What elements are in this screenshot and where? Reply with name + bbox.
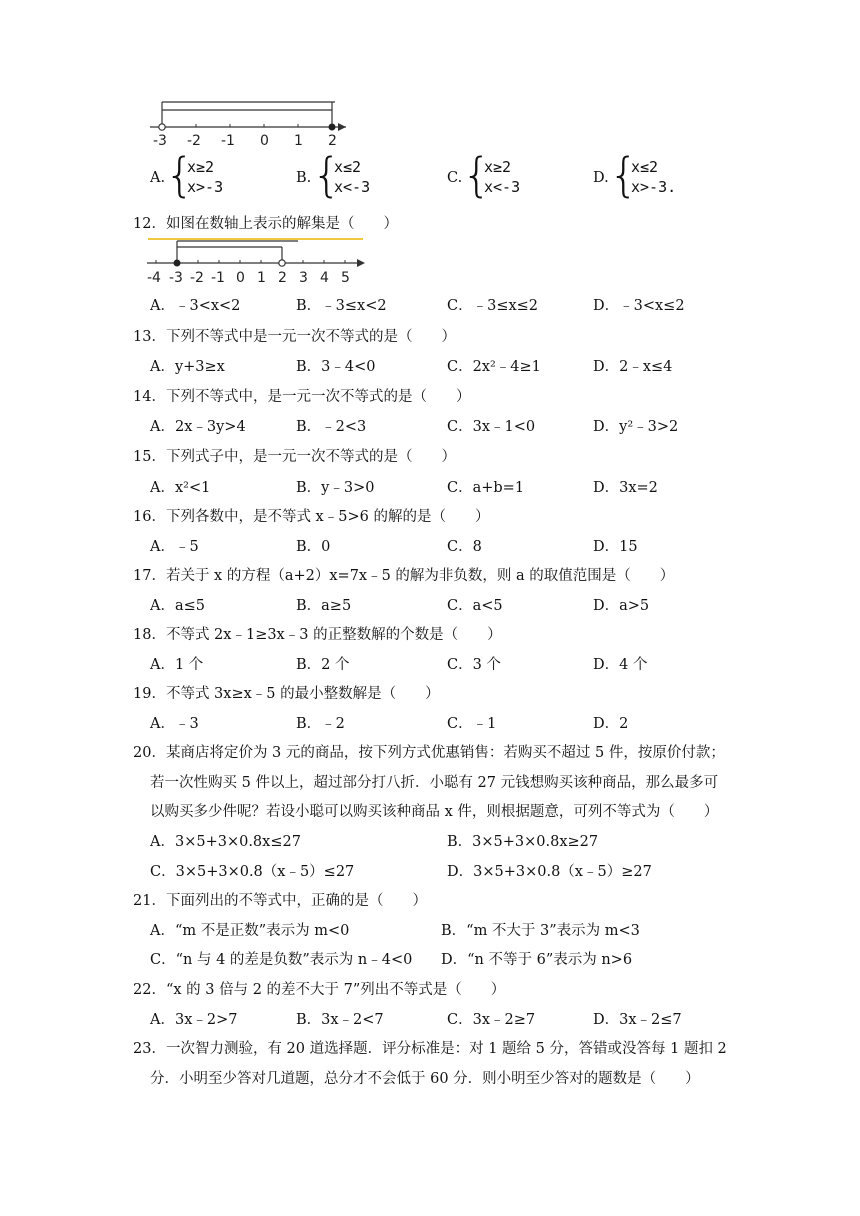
q18-option-c: C．3 个 [447,657,501,673]
q11-option-c-line1: x≥2 [484,158,512,176]
q22-option-b: B．3x﹣2<7 [296,1012,384,1028]
q19-option-d: D．2 [593,716,629,732]
q11-option-c-line2: x<-3 [484,178,521,196]
q11-axis-label: 2 [328,133,337,149]
q16-option-b: B．0 [296,539,331,555]
q11-option-d-letter: D. [593,170,609,186]
left-brace-icon: { [462,148,492,202]
q11-axis-label: -1 [221,133,235,149]
q11-number-line [150,100,360,150]
q12-axis-label: 4 [320,270,329,286]
q17-option-c: C．a<5 [447,598,503,614]
q18-option-b: B．2 个 [296,657,350,673]
q17-option-a: A．a≤5 [150,598,205,614]
q21-option-a: A．“m 不是正数”表示为 m<0 [150,923,350,939]
q21-option-b: B．“m 不大于 3”表示为 m<3 [441,923,640,939]
q12-option-b: B．﹣3≤x<2 [296,298,387,314]
q14-option-b: B．﹣2<3 [296,419,367,435]
q19-option-c: C．﹣1 [447,716,497,732]
q13-option-a: A．y+3≥x [150,359,225,375]
q19-option-a: A．﹣3 [150,716,199,732]
q20-option-c: C．3×5+3×0.8（x﹣5）≤27 [150,864,355,880]
q12-option-a: A．﹣3<x<2 [150,298,241,314]
q12-option-c: C．﹣3≤x≤2 [447,298,539,314]
q16-option-d: D．15 [593,539,638,555]
q18-option-a: A．1 个 [150,657,204,673]
q23-text-line1: 23．一次智力测验，有 20 道选择题．评分标准是：对 1 题给 5 分，答错或没答每 1 题扣 2 [133,1041,727,1057]
q11-option-c-system [484,157,520,197]
q11-option-d-line1: x≤2 [631,158,659,176]
q14-option-c: C．3x﹣1<0 [447,419,536,435]
q19-text: 19．不等式 3x≥x﹣5 的最小整数解是（ ） [133,686,440,702]
q11-option-b-line1: x≤2 [334,158,362,176]
q18-text: 18．不等式 2x﹣1≥3x﹣3 的正整数解的个数是（ ） [133,627,502,643]
q15-text: 15．下列式子中，是一元一次不等式的是（ ） [133,449,456,465]
q12-axis-label: 1 [257,270,266,286]
q14-option-a: A．2x﹣3y>4 [150,419,246,435]
q11-axis-label: 0 [260,133,269,149]
q12-axis-label: -4 [147,270,161,286]
q12-axis-label: 2 [278,270,287,286]
q20-option-d: D．3×5+3×0.8（x﹣5）≥27 [447,864,652,880]
q12-axis-label: 0 [236,270,245,286]
q11-option-a-line2: x>-3 [187,178,224,196]
q22-text: 22．“x 的 3 倍与 2 的差不大于 7”列出不等式是（ ） [133,982,506,998]
q15-option-c: C．a+b=1 [447,480,525,496]
q13-text: 13．下列不等式中是一元一次不等式的是（ ） [133,329,456,345]
q15-option-b: B．y﹣3>0 [296,480,375,496]
q12-number-line [145,236,370,286]
q12-axis-label: -3 [169,270,183,286]
q11-option-b-system [334,157,370,197]
q11-option-a-system [187,157,223,197]
q17-option-b: B．a≥5 [296,598,352,614]
q15-option-d: D．3x=2 [593,480,658,496]
q13-option-c: C．2x²﹣4≥1 [447,359,541,375]
q22-option-c: C．3x﹣2≥7 [447,1012,536,1028]
q12-axis-label: 3 [299,270,308,286]
q11-option-d-system [631,157,676,197]
q13-option-d: D．2﹣x≤4 [593,359,673,375]
q14-option-d: D．y²﹣3>2 [593,419,679,435]
q12-option-d: D．﹣3<x≤2 [593,298,685,314]
q11-axis-label: -3 [153,133,167,149]
q23-text-line2: 分．小明至少答对几道题，总分才不会低于 60 分．则小明至少答对的题数是（ ） [150,1071,700,1087]
left-brace-icon: { [609,148,639,202]
q22-option-d: D．3x﹣2≤7 [593,1012,682,1028]
left-brace-icon: { [165,148,195,202]
q20-option-a: A．3×5+3×0.8x≤27 [150,834,301,850]
q20-option-b: B．3×5+3×0.8x≥27 [447,834,599,850]
q17-text: 17．若关于 x 的方程（a+2）x=7x﹣5 的解为非负数，则 a 的取值范围是（ ） [133,568,675,584]
q18-option-d: D．4 个 [593,657,648,673]
q12-text: 12．如图在数轴上表示的解集是（ ） [133,216,398,232]
q20-text-line1: 20．某商店将定价为 3 元的商品，按下列方式优惠销售：若购买不超过 5 件，按原价付款； [133,745,725,761]
q11-option-c-letter: C. [447,170,463,186]
q19-option-b: B．﹣2 [296,716,345,732]
q11-option-a-line1: x≥2 [187,158,215,176]
q13-option-b: B．3﹣4<0 [296,359,376,375]
q11-axis-label: -2 [187,133,201,149]
q22-option-a: A．3x﹣2>7 [150,1012,238,1028]
q20-text-line2: 若一次性购买 5 件以上，超过部分打八折．小聪有 27 元钱想购买该种商品，那么最多可 [150,775,719,791]
q20-text-line3: 以购买多少件呢？若设小聪可以购买该种商品 x 件，则根据题意，可列不等式为（ ） [150,804,719,820]
q12-axis-label: -2 [190,270,204,286]
q17-option-d: D．a>5 [593,598,650,614]
q11-option-a-letter: A. [150,170,166,186]
q11-option-b-letter: B. [296,170,312,186]
q21-text: 21．下面列出的不等式中，正确的是（ ） [133,893,427,909]
left-brace-icon: { [312,148,342,202]
q15-option-a: A．x²<1 [150,480,211,496]
q21-option-c: C．“n 与 4 的差是负数”表示为 n﹣4<0 [150,952,413,968]
q12-axis-label: 5 [341,270,350,286]
q11-axis-label: 1 [294,133,303,149]
q21-option-d: D．“n 不等于 6”表示为 n>6 [441,952,633,968]
q14-text: 14．下列不等式中，是一元一次不等式的是（ ） [133,389,471,405]
q16-option-c: C．8 [447,539,482,555]
q16-option-a: A．﹣5 [150,539,199,555]
q16-text: 16．下列各数中，是不等式 x﹣5>6 的解的是（ ） [133,509,490,525]
q12-axis-label: -1 [211,270,225,286]
q11-option-b-line2: x<-3 [334,178,371,196]
q11-option-d-line2: x>-3. [631,178,677,196]
